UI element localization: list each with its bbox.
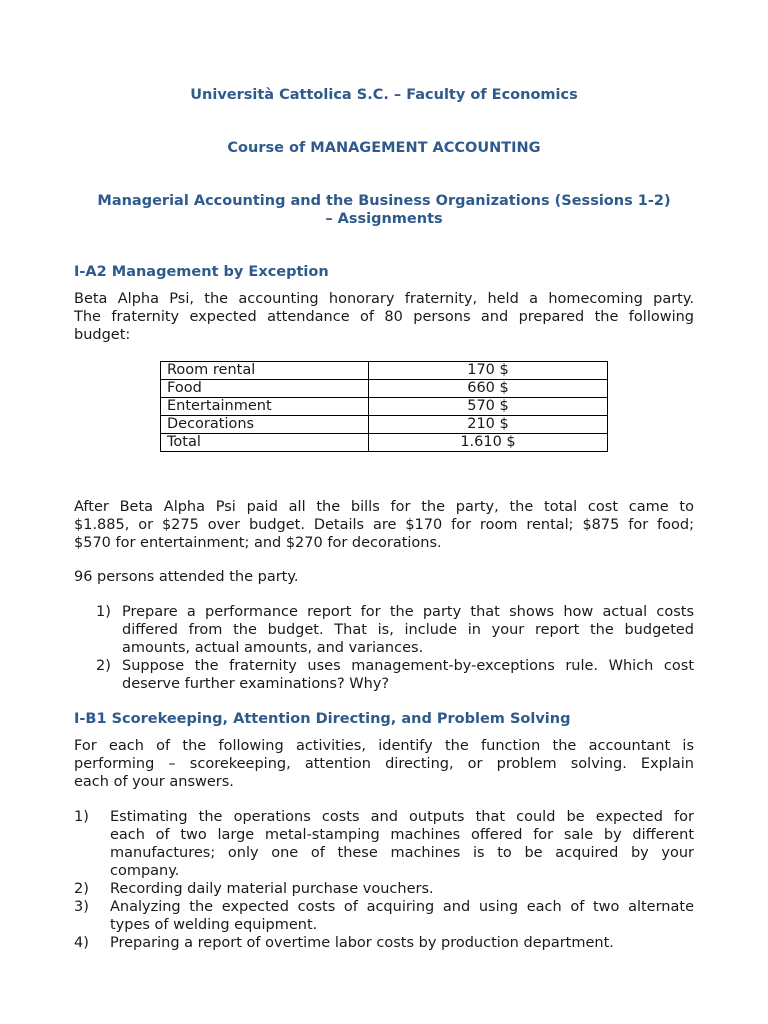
list-item [74,808,694,880]
list-item-line: each of two large metal-stamping machines offered for sale by different [110,827,694,843]
budget-item: Room rental [161,362,369,380]
table-row [161,380,608,398]
budget-amount: 570 $ [369,398,608,416]
list-number: 3) [74,899,89,915]
course-heading: Course of MANAGEMENT ACCOUNTING [227,140,541,156]
table-row [161,416,608,434]
budget-amount: 1.610 $ [369,434,608,452]
list-item-line: differed from the budget. That is, include in your report the budgeted [122,622,694,638]
table-row [161,434,608,452]
paragraph-line: $570 for entertainment; and $270 for decorations. [74,535,442,551]
list-item [74,934,694,952]
section-a2-intro [74,290,694,344]
list-item-line: company. [110,863,180,879]
list-number: 1) [96,604,111,620]
paragraph-line: each of your answers. [74,774,234,790]
paragraph-line: $1.885, or $275 over budget. Details are $170 for room rental; $875 for food; [74,517,694,533]
budget-item: Food [161,380,369,398]
paragraph-line: After Beta Alpha Psi paid all the bills for the party, the total cost came to [74,499,694,515]
list-item-line: Preparing a report of overtime labor costs by production department. [110,935,614,951]
paragraph-line: Beta Alpha Psi, the accounting honorary fraternity, held a homecoming party. [74,291,694,307]
list-item-line: Suppose the fraternity uses management-by-exceptions rule. Which cost [122,658,694,674]
budget-table [160,361,608,452]
list-item-line: Analyzing the expected costs of acquiring and using each of two alternate [110,899,694,915]
table-row [161,398,608,416]
list-item-line: Estimating the operations costs and outputs that could be expected for [110,809,694,825]
activity-list [74,808,694,952]
budget-item: Entertainment [161,398,369,416]
paragraph-line: The fraternity expected attendance of 80 persons and prepared the following [74,309,694,325]
section-b1-intro [74,737,694,791]
list-item [74,880,694,898]
budget-item: Total [161,434,369,452]
section-b1-heading: I-B1 Scorekeeping, Attention Directing, and Problem Solving [74,711,571,727]
budget-amount: 170 $ [369,362,608,380]
list-number: 4) [74,935,89,951]
section-a2-heading: I-A2 Management by Exception [74,264,329,280]
list-item-line: types of welding equipment. [110,917,318,933]
list-item-line: Prepare a performance report for the party that shows how actual costs [122,604,694,620]
list-item-line: Recording daily material purchase vouchers. [110,881,434,897]
list-item [96,657,694,693]
paragraph-line: performing – scorekeeping, attention directing, or problem solving. Explain [74,756,694,772]
budget-item: Decorations [161,416,369,434]
budget-amount: 660 $ [369,380,608,398]
assignment-title-line-2: – Assignments [325,211,443,227]
list-item [74,898,694,934]
university-heading: Università Cattolica S.C. – Faculty of Economics [190,87,578,103]
assignment-title [74,192,694,228]
assignment-title-line-1: Managerial Accounting and the Business Organizations (Sessions 1-2) [97,193,671,209]
list-item-line: deserve further examinations? Why? [122,676,390,692]
list-number: 2) [74,881,89,897]
question-list [96,603,694,693]
list-item-line: manufactures; only one of these machines is to be acquired by your [110,845,694,861]
budget-amount: 210 $ [369,416,608,434]
list-item [96,603,694,657]
actual-cost-paragraph [74,498,694,552]
paragraph-line: budget: [74,327,131,343]
list-item-line: amounts, actual amounts, and variances. [122,640,424,656]
paragraph-line: For each of the following activities, identify the function the accountant is [74,738,694,754]
list-number: 2) [96,658,111,674]
attendance-paragraph: 96 persons attended the party. [74,569,299,585]
table-row [161,362,608,380]
list-number: 1) [74,809,89,825]
